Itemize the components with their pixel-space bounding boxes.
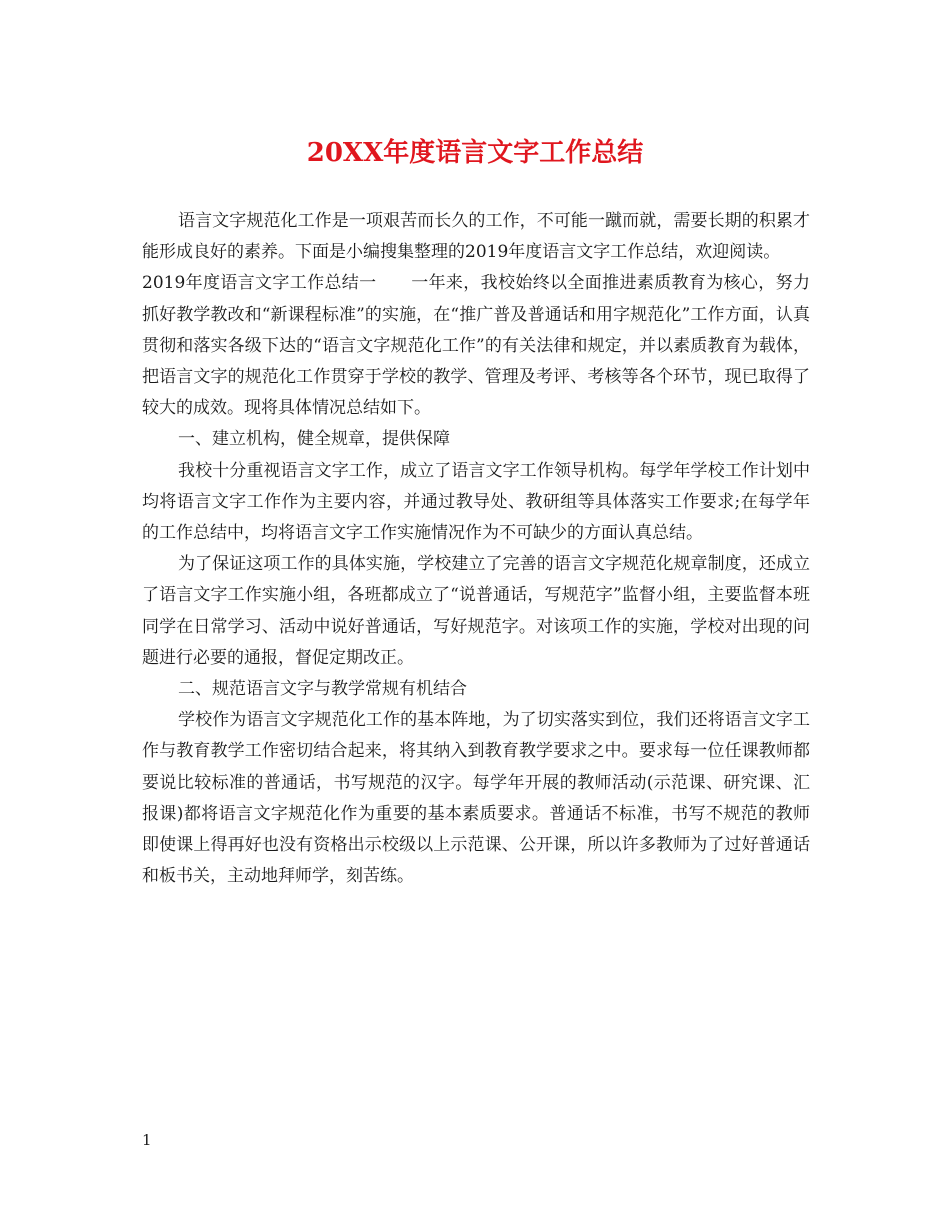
document-body — [142, 206, 810, 892]
page-number: 1 — [142, 1131, 152, 1149]
paragraph-section-2a: 学校作为语言文字规范化工作的基本阵地，为了切实落实到位，我们还将语言文字工作与教育教学工作密切结合起来，将其纳入到教育教学要求之中。要求每一位任课教师都要说比较标准的普通话，书写规范的汉字。每学年开展的教师活动(示范课、研究课、汇报课)都将语言文字规范化作为重要的基本素质要求。普通话不标准，书写不规范的教师即使课上得再好也没有资格出示校级以上示范课、公开课，所以许多教师为了过好普通话和板书关，主动地拜师学，刻苦练。 — [142, 710, 810, 887]
section-heading-1: 一、建立机构，健全规章，提供保障 — [178, 429, 450, 450]
document-title: 20XX年度语言文字工作总结 — [306, 138, 644, 168]
paragraph-section-1b: 为了保证这项工作的具体实施，学校建立了完善的语言文字规范化规章制度，还成立了语言文字工作实施小组，各班都成立了“说普通话，写规范字”监督小组，主要监督本班同学在日常学习、活动中说好普通话，写好规范字。对该项工作的实施，学校对出现的问题进行必要的通报，督促定期改正。 — [142, 554, 810, 668]
paragraph-section-1a: 我校十分重视语言文字工作，成立了语言文字工作领导机构。每学年学校工作计划中均将语言文字工作作为主要内容，并通过教导处、教研组等具体落实工作要求;在每学年的工作总结中，均将语言文字工作实施情况作为不可缺少的方面认真总结。 — [142, 460, 810, 544]
section-heading-2: 二、规范语言文字与教学常规有机结合 — [178, 679, 467, 700]
paragraph-intro: 语言文字规范化工作是一项艰苦而长久的工作，不可能一蹴而就，需要长期的积累才能形成良好的素养。下面是小编搜集整理的2019年度语言文字工作总结，欢迎阅读。 — [142, 211, 810, 263]
paragraph-summary-one: 2019年度语言文字工作总结一 一年来，我校始终以全面推进素质教育为核心，努力抓好教学教改和“新课程标准”的实施，在“推广普及普通话和用字规范化”工作方面，认真贯彻和落实各级下达的“语言文字规范化工作”的有关法律和规定，并以素质教育为载体，把语言文字的规范化工作贯穿于学校的教学、管理及考评、考核等各个环节，现已取得了较大的成效。现将具体情况总结如下。 — [142, 273, 810, 419]
